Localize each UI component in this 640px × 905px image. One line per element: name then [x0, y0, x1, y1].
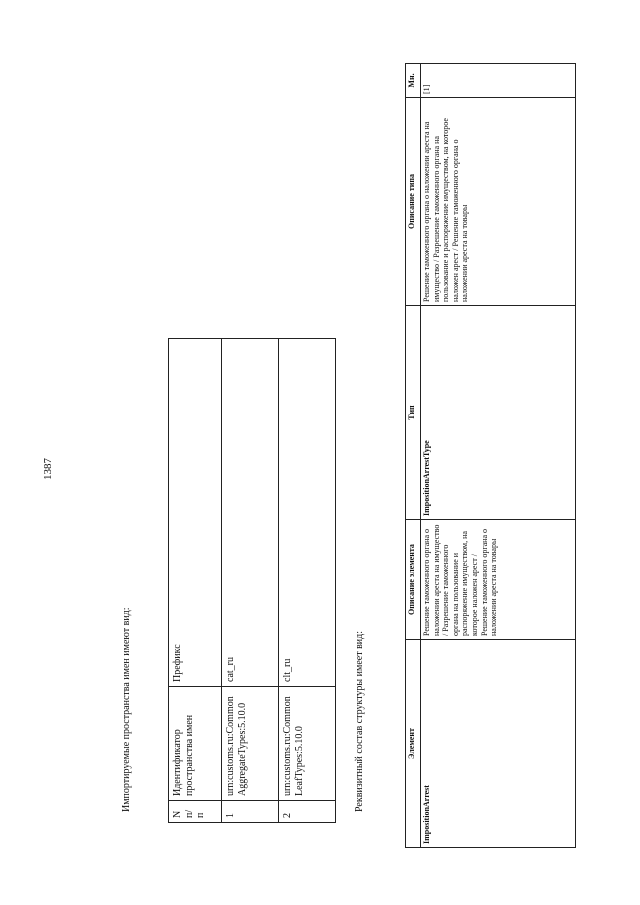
row-prefix: cat_ru [222, 339, 279, 687]
row-type: ImpositionArrestType [421, 306, 576, 520]
header-type-desc: Описание типа [406, 98, 421, 306]
header-prefix: Префикс [169, 339, 222, 687]
header-num: N п/п [169, 801, 222, 823]
structure-table-header [406, 64, 421, 848]
header-element-desc: Описание элемента [406, 520, 421, 640]
row-num: 1 [222, 801, 279, 823]
namespace-table-header [169, 339, 222, 823]
row-type-desc: Решение таможенного органа о наложении ареста на имущество / Разрешение таможенного органа на пользование и распоряжение имуществом, на которое наложен арест / Решение таможенного органа о наложении ареста на товары [421, 98, 576, 306]
header-multiplicity: Мн. [406, 64, 421, 98]
namespace-table [168, 338, 336, 823]
row-element-desc: Решение таможенного органа о наложении ареста на имущество / Разрешение таможенного органа на пользование и распоряжение имуществом, на которое наложен арест / Решение таможенного органа о наложении ареста на товары [421, 520, 576, 640]
header-type: Тип [406, 306, 421, 520]
structure-intro: Реквизитный состав структуры имеет вид: [354, 630, 365, 812]
row-element: ImpositionArrest [421, 640, 576, 848]
namespaces-intro: Импортируемые пространства имен имеют вид: [121, 607, 132, 812]
row-prefix: clt_ru [279, 339, 336, 687]
row-multiplicity: [1] [421, 64, 576, 98]
header-element: Элемент [406, 640, 421, 848]
row-namespace-id: urn:customs.ru:Common AggregateTypes:5.10.0 [222, 687, 279, 801]
header-namespace-id: Идентификатор пространства имен [169, 687, 222, 801]
table-row [279, 339, 336, 823]
page-number: 1387 [42, 458, 54, 480]
table-row [421, 64, 576, 848]
structure-table [405, 63, 576, 848]
table-row [222, 339, 279, 823]
row-num: 2 [279, 801, 336, 823]
row-namespace-id: urn:customs.ru:Common LeafTypes:5.10.0 [279, 687, 336, 801]
